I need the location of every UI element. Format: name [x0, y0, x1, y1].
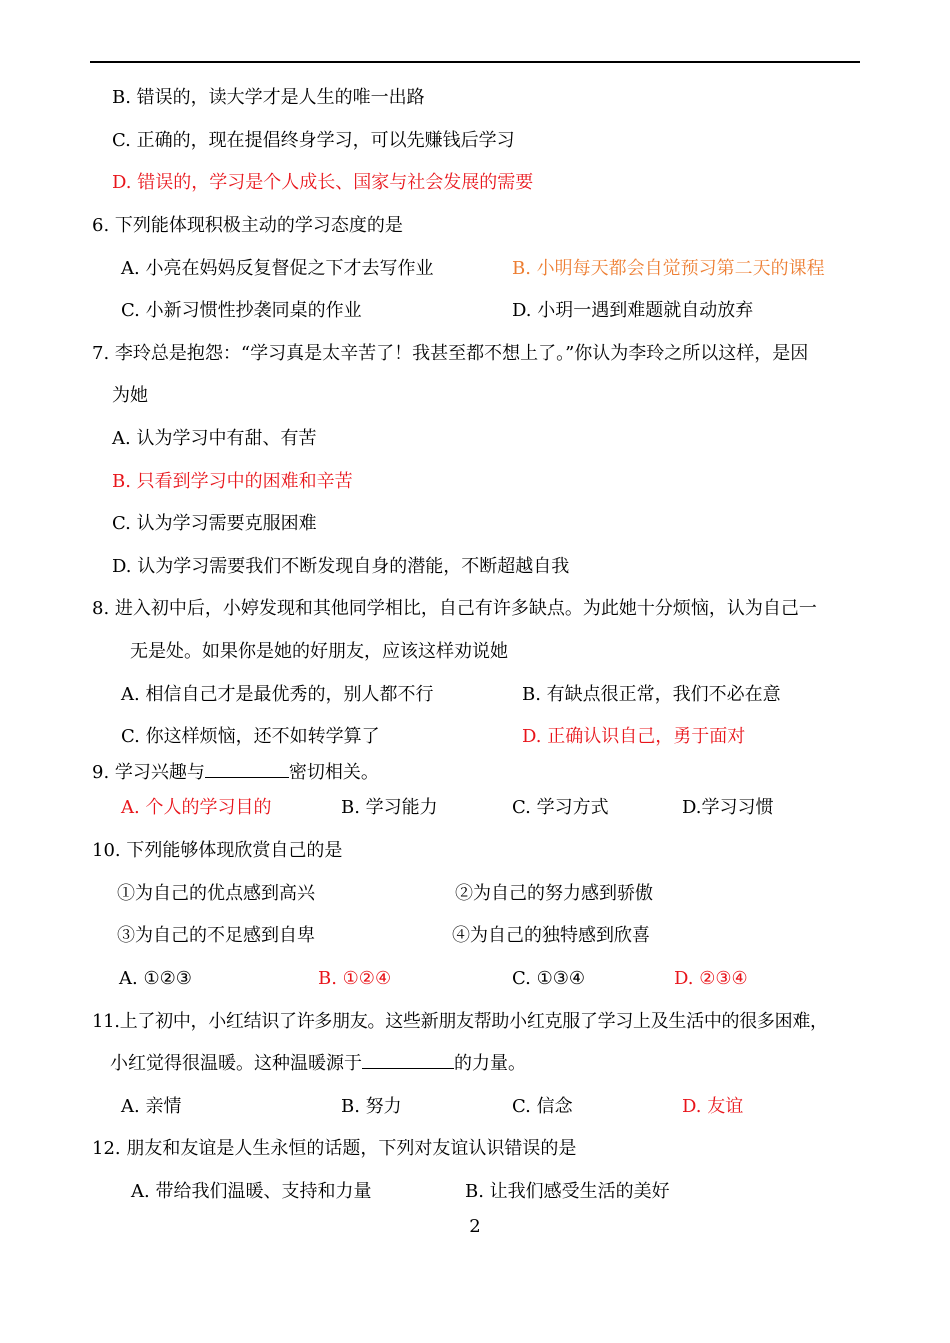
- q6-option-d: D. 小玥一遇到难题就自动放弃: [512, 300, 754, 321]
- q6-option-c: C. 小新习惯性抄袭同桌的作业: [121, 300, 362, 321]
- q10-item-1: ①为自己的优点感到高兴: [117, 883, 315, 904]
- q11-stem-before-blank: 小红觉得很温暖。这种温暖源于: [110, 1053, 362, 1074]
- q12-option-b: B. 让我们感受生活的美好: [465, 1181, 670, 1202]
- q10-option-b-answer: B. ①②④: [318, 968, 392, 989]
- q10-item-4: ④为自己的独特感到欣喜: [452, 925, 650, 946]
- q7-option-d: D. 认为学习需要我们不断发现自身的潜能，不断超越自我: [112, 556, 570, 577]
- q10-stem: 10. 下列能够体现欣赏自己的是: [92, 840, 343, 861]
- page-number: 2: [469, 1216, 481, 1237]
- q8-option-a: A. 相信自己才是最优秀的，别人都不行: [121, 684, 434, 705]
- q7-option-b-answer: B. 只看到学习中的困难和辛苦: [112, 471, 353, 492]
- q10-option-a: A. ①②③: [119, 968, 192, 989]
- q6-option-b-answer: B. 小明每天都会自觉预习第二天的课程: [512, 258, 825, 279]
- q11-option-c: C. 信念: [512, 1096, 573, 1117]
- q7-stem-line1: 7. 李玲总是抱怨：“学习真是太辛苦了！我甚至都不想上了。”你认为李玲之所以这样，是因: [92, 343, 809, 364]
- q9-option-d: D.学习习惯: [682, 797, 774, 818]
- q7-option-c: C. 认为学习需要克服困难: [112, 513, 317, 534]
- q11-stem-after-blank: 的力量。: [454, 1053, 526, 1074]
- q11-stem-line2: [110, 1052, 526, 1076]
- q11-fill-blank: [362, 1052, 454, 1069]
- q8-stem-line1: 8. 进入初中后，小婷发现和其他同学相比，自己有许多缺点。为此她十分烦恼，认为自己一: [92, 598, 817, 619]
- q9-option-a-answer: A. 个人的学习目的: [121, 797, 272, 818]
- q5-option-b: B. 错误的，读大学才是人生的唯一出路: [112, 87, 425, 108]
- q12-stem: 12. 朋友和友谊是人生永恒的话题，下列对友谊认识错误的是: [92, 1138, 577, 1159]
- q11-option-b: B. 努力: [341, 1096, 402, 1117]
- q10-item-2: ②为自己的努力感到骄傲: [455, 883, 653, 904]
- q9-fill-blank: [205, 761, 289, 778]
- q5-option-d-answer: D. 错误的，学习是个人成长、国家与社会发展的需要: [112, 172, 534, 193]
- q10-item-3: ③为自己的不足感到自卑: [117, 925, 315, 946]
- q7-stem-line2: 为她: [112, 385, 148, 406]
- q8-option-b: B. 有缺点很正常，我们不必在意: [522, 684, 781, 705]
- q10-option-d-answer: D. ②③④: [674, 968, 748, 989]
- q8-option-c: C. 你这样烦恼，还不如转学算了: [121, 726, 380, 747]
- q5-option-c: C. 正确的，现在提倡终身学习，可以先赚钱后学习: [112, 130, 515, 151]
- q11-option-d-answer: D. 友谊: [682, 1096, 744, 1117]
- q9-option-c: C. 学习方式: [512, 797, 609, 818]
- q9-stem-before-blank: 9. 学习兴趣与: [92, 762, 205, 783]
- q6-stem: 6. 下列能体现积极主动的学习态度的是: [92, 215, 403, 236]
- q7-option-a: A. 认为学习中有甜、有苦: [112, 428, 317, 449]
- q9-stem-after-blank: 密切相关。: [288, 762, 379, 783]
- q11-stem-line1: 11.上了初中，小红结识了许多朋友。这些新朋友帮助小红克服了学习上及生活中的很多困难，: [92, 1011, 828, 1032]
- q8-option-d-answer: D. 正确认识自己，勇于面对: [522, 726, 746, 747]
- q10-option-c: C. ①③④: [512, 968, 585, 989]
- q11-option-a: A. 亲情: [121, 1096, 182, 1117]
- q9-stem: [92, 761, 379, 785]
- q12-option-a: A. 带给我们温暖、支持和力量: [131, 1181, 372, 1202]
- header-rule: [90, 61, 860, 63]
- q8-stem-line2: 无是处。如果你是她的好朋友，应该这样劝说她: [130, 641, 508, 662]
- q6-option-a: A. 小亮在妈妈反复督促之下才去写作业: [121, 258, 434, 279]
- q9-option-b: B. 学习能力: [341, 797, 438, 818]
